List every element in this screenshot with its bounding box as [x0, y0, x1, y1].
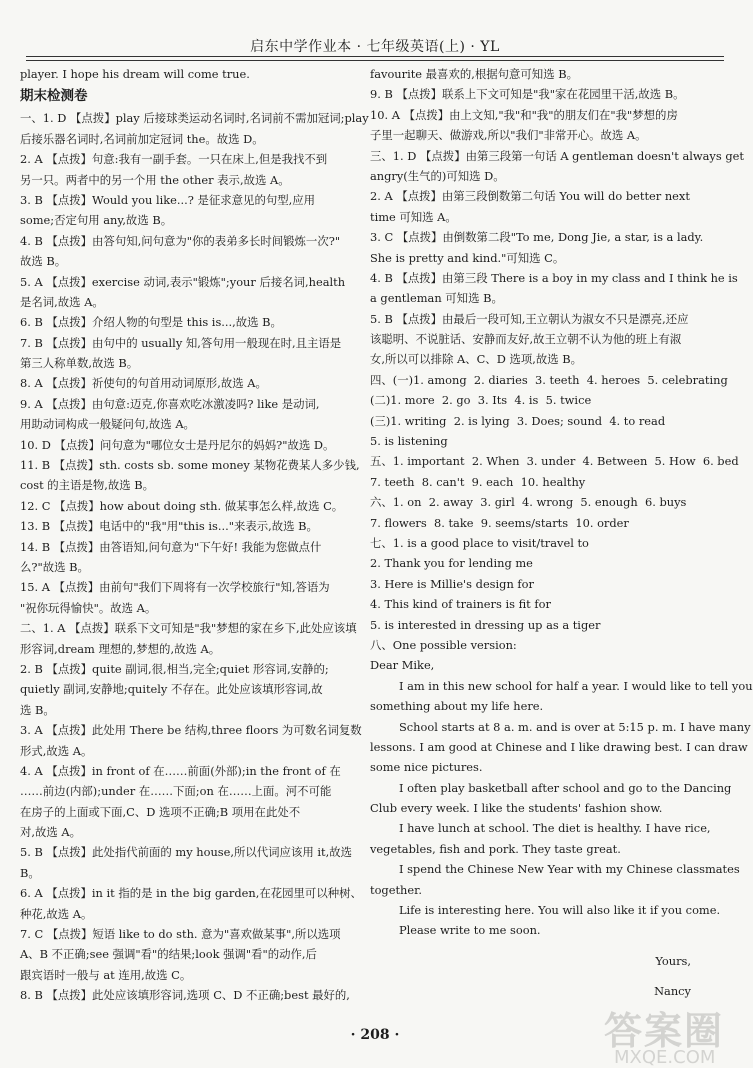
text-line: I have lunch at school. The diet is healthy. I have rice, — [370, 821, 711, 836]
text-line: 2. B 【点拨】quite 副词,很,相当,完全;quiet 形容词,安静的; — [20, 661, 329, 676]
text-line: 2. Thank you for lending me — [370, 556, 533, 571]
text-line: 7. teeth 8. can't 9. each 10. healthy — [370, 474, 586, 489]
text-line: I often play basketball after school and go to the Dancing — [370, 780, 732, 795]
text-line: She is pretty and kind."可知选 C。 — [370, 250, 565, 265]
text-line: 4. B 【点拨】由答句知,问句意为"你的表弟多长时间锻炼一次?" — [20, 233, 341, 248]
text-line: 一、1. D 【点拨】play 后接球类运动名词时,名词前不需加冠词;play — [20, 111, 369, 126]
text-line: 三、1. D 【点拨】由第三段第一句话 A gentleman doesn't always get — [370, 148, 744, 163]
text-line: angry(生气的)可知选 D。 — [370, 168, 505, 183]
text-line: 形容词,dream 理想的,梦想的,故选 A。 — [20, 641, 221, 656]
text-line: 后接乐器名词时,名词前加定冠词 the。故选 D。 — [20, 131, 264, 146]
text-line: 11. B 【点拨】sth. costs sb. some money 某物花费某人多少钱, — [20, 458, 360, 473]
text-line: 形式,故选 A。 — [20, 743, 93, 758]
text-line: 跟宾语时一般与 at 连用,故选 C。 — [20, 967, 192, 982]
text-line: 四、(一)1. among 2. diaries 3. teeth 4. heroes 5. celebrating — [370, 372, 728, 387]
text-line: 六、1. on 2. away 3. girl 4. wrong 5. enough 6. buys — [370, 495, 687, 510]
left-column — [20, 64, 369, 1019]
text-line: 7. B 【点拨】由句中的 usually 知,答句用一般现在时,且主语是 — [20, 335, 342, 350]
text-line: 用助动词构成一般疑问句,故选 A。 — [20, 417, 195, 432]
text-line: 女,所以可以排除 A、C、D 选项,故选 B。 — [370, 352, 583, 367]
text-line: Yours, — [655, 953, 691, 968]
text-line: School starts at 8 a. m. and is over at 5:15 p. m. I have many — [370, 719, 751, 734]
text-line: 5. is listening — [370, 434, 448, 449]
text-line: 5. is interested in dressing up as a tiger — [370, 617, 601, 632]
text-line: 第三人称单数,故选 B。 — [20, 356, 139, 371]
text-line: Please write to me soon. — [370, 923, 541, 938]
text-line: 二、1. A 【点拨】联系下文可知是"我"梦想的家在乡下,此处应该填 — [20, 621, 357, 636]
text-line: 在房子的上面或下面,C、D 选项不正确;B 项用在此处不 — [20, 804, 301, 819]
page-number: · 208 · — [350, 1027, 400, 1043]
text-line: 6. B 【点拨】介绍人物的句型是 this is...,故选 B。 — [20, 315, 282, 330]
text-line — [370, 941, 709, 951]
text-line: some nice pictures. — [370, 760, 483, 775]
text-line: vegetables, fish and pork. They taste great. — [370, 841, 621, 856]
text-line: something about my life here. — [370, 699, 544, 714]
right-column — [370, 64, 753, 1019]
text-line: quietly 副词,安静地;quitely 不存在。此处应该填形容词,故 — [20, 682, 323, 697]
text-line: Nancy — [654, 984, 691, 999]
text-line: 选 B。 — [20, 702, 55, 717]
text-line: I spend the Chinese New Year with my Chinese classmates — [370, 862, 740, 877]
text-line: 4. This kind of trainers is fit for — [370, 597, 551, 612]
text-line: 故选 B。 — [20, 254, 67, 269]
text-line: Life is interesting here. You will also like it if you come. — [370, 903, 721, 918]
text-line: ……前边(内部);under 在……下面;on 在……上面。河不可能 — [20, 784, 332, 799]
text-line: 9. B 【点拨】联系上下文可知是"我"家在花园里干活,故选 B。 — [370, 87, 685, 102]
text-line: 该聪明、不说脏话、安静而友好,故王立朝不认为他的班上有淑 — [370, 332, 682, 347]
text-line: 另一只。两者中的另一个用 the other 表示,故选 A。 — [20, 172, 290, 187]
text-line: 3. C 【点拨】由倒数第二段"To me, Dong Jie, a star, is a lady. — [370, 230, 704, 245]
text-line: 6. A 【点拨】in it 指的是 in the big garden,在花园里可以种树、 — [20, 886, 362, 901]
text-line: 14. B 【点拨】由答语知,问句意为"下午好! 我能为您做点什 — [20, 539, 322, 554]
text-line: I am in this new school for half a year. I would like to tell you — [370, 678, 753, 693]
page-header: 启东中学作业本 · 七年级英语(上) · YL — [250, 39, 500, 55]
text-line: lessons. I am good at Chinese and I like drawing best. I can draw — [370, 739, 748, 754]
text-line: 2. A 【点拨】由第三段倒数第二句话 You will do better next — [370, 189, 690, 204]
text-line: player. I hope his dream will come true. — [20, 67, 250, 81]
text-line: 3. Here is Millie's design for — [370, 576, 534, 591]
text-line: 对,故选 A。 — [20, 825, 82, 840]
text-line: 期末检测卷 — [20, 88, 88, 105]
text-line: (三)1. writing 2. is lying 3. Does; sound 4. to read — [370, 413, 666, 428]
text-line: 7. flowers 8. take 9. seems/starts 10. order — [370, 515, 629, 530]
text-line: 3. B 【点拨】Would you like...? 是征求意见的句型,应用 — [20, 192, 316, 207]
text-line: B。 — [20, 865, 40, 880]
text-line: 么?"故选 B。 — [20, 559, 89, 574]
text-line — [370, 971, 709, 981]
text-line: 5. B 【点拨】此处指代前面的 my house,所以代词应该用 it,故选 — [20, 845, 352, 860]
text-line: 5. B 【点拨】由最后一段可知,王立朝认为淑女不只是漂亮,还应 — [370, 311, 689, 326]
text-line: cost 的主语是物,故选 B。 — [20, 478, 155, 493]
text-line: 9. A 【点拨】由句意:迈克,你喜欢吃冰激凌吗? like 是动词, — [20, 396, 320, 411]
watermark-logo — [604, 1000, 744, 1068]
text-line: 12. C 【点拨】how about doing sth. 做某事怎么样,故选 C。 — [20, 498, 344, 513]
watermark-url: MXQE.COM — [614, 1047, 716, 1068]
text-line: Club every week. I like the students' fashion show. — [370, 801, 663, 816]
text-line: 种花,故选 A。 — [20, 906, 93, 921]
text-line: time 可知选 A。 — [370, 209, 457, 224]
text-line: 八、One possible version: — [370, 637, 517, 652]
watermark-text: 答案圈 — [604, 1009, 725, 1053]
text-line: (二)1. more 2. go 3. Its 4. is 5. twice — [370, 393, 592, 408]
text-line: 2. A 【点拨】句意:我有一副手套。一只在床上,但是我找不到 — [20, 152, 328, 167]
text-line: favourite 最喜欢的,根据句意可知选 B。 — [370, 67, 578, 81]
text-line: 七、1. is a good place to visit/travel to — [370, 535, 589, 550]
text-line: 是名词,故选 A。 — [20, 294, 104, 309]
text-line: Dear Mike, — [370, 658, 435, 673]
text-line: 13. B 【点拨】电话中的"我"用"this is..."来表示,故选 B。 — [20, 519, 318, 534]
text-line: a gentleman 可知选 B。 — [370, 291, 503, 306]
text-line: 4. A 【点拨】in front of 在……前面(外部);in the front of 在 — [20, 763, 341, 778]
header-rule-thin — [26, 60, 724, 61]
text-line: 10. D 【点拨】问句意为"哪位女士是丹尼尔的妈妈?"故选 D。 — [20, 437, 335, 452]
text-line: A、B 不正确;see 强调"看"的结果;look 强调"看"的动作,后 — [20, 947, 317, 962]
header-rule — [26, 56, 724, 57]
text-line: 8. A 【点拨】祈使句的句首用动词原形,故选 A。 — [20, 376, 267, 391]
text-line: 10. A 【点拨】由上文知,"我"和"我"的朋友们在"我"梦想的房 — [370, 107, 678, 122]
text-line: together. — [370, 882, 422, 897]
text-line: 4. B 【点拨】由第三段 There is a boy in my class and I think he is — [370, 270, 738, 285]
text-line: 五、1. important 2. When 3. under 4. Between 5. How 6. bed — [370, 454, 739, 469]
text-line: "祝你玩得愉快"。故选 A。 — [20, 600, 157, 615]
text-line: 子里一起聊天、做游戏,所以"我们"非常开心。故选 A。 — [370, 128, 647, 143]
text-line: 5. A 【点拨】exercise 动词,表示"锻炼";your 后接名词,health — [20, 274, 346, 289]
text-line: 3. A 【点拨】此处用 There be 结构,three floors 为可数名词复数 — [20, 723, 362, 738]
text-line: some;否定句用 any,故选 B。 — [20, 213, 173, 228]
text-line: 15. A 【点拨】由前句"我们下周将有一次学校旅行"知,答语为 — [20, 580, 330, 595]
text-line: 7. C 【点拨】短语 like to do sth. 意为"喜欢做某事",所以选项 — [20, 927, 341, 942]
text-line: 8. B 【点拨】此处应该填形容词,选项 C、D 不正确;best 最好的, — [20, 988, 350, 1003]
